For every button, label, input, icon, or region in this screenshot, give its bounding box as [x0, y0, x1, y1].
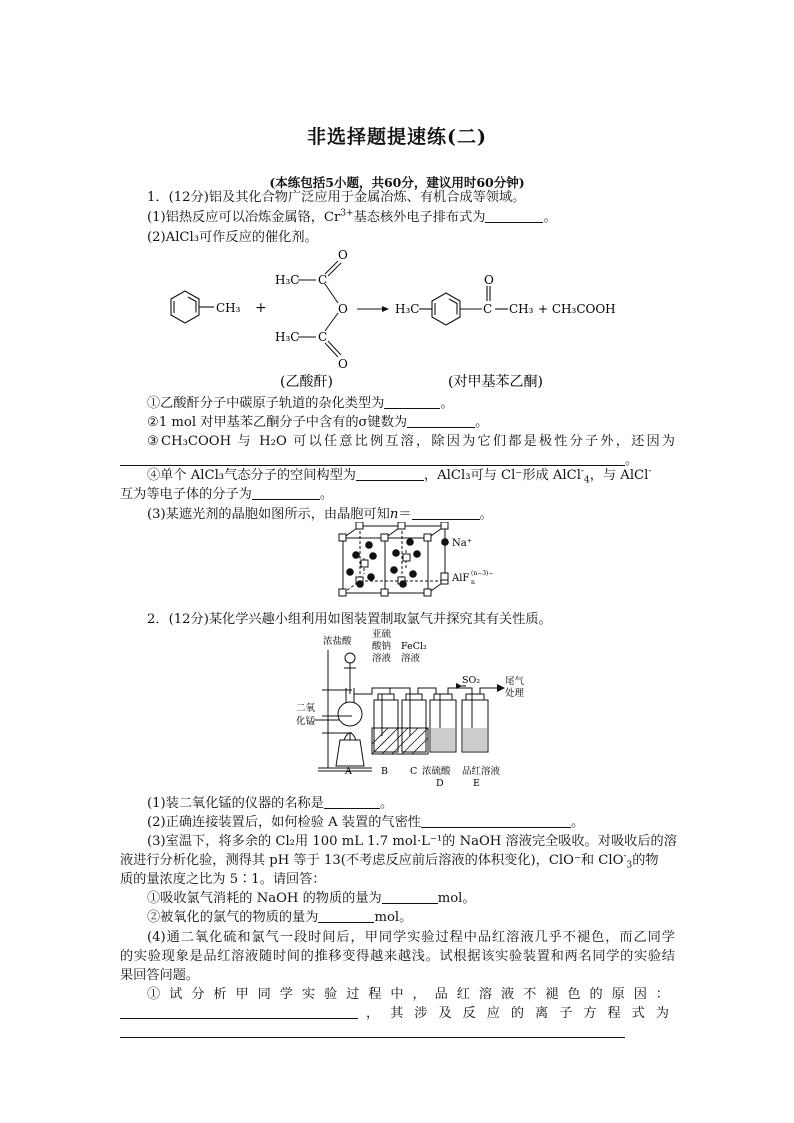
- q1-sub1-blank[interactable]: [384, 394, 440, 409]
- q1-sub4: [147, 466, 675, 485]
- label-methylacetophenone: (对甲基苯乙酮): [448, 374, 543, 390]
- label-b: B: [381, 766, 388, 777]
- legend-alf-sup: (n−3)−: [471, 570, 494, 577]
- label-fecl2-1: FeCl₂: [401, 641, 427, 652]
- label-na2so3-1: 亚硫: [372, 629, 392, 640]
- crystal-cell: [0, 522, 794, 602]
- q1-sub4-blank[interactable]: [356, 466, 424, 481]
- q1-part1-blank[interactable]: [485, 208, 543, 223]
- anhydride-c-top: C: [318, 273, 328, 287]
- label-tail-1: 尾气: [505, 676, 525, 687]
- toluene-ring: [171, 291, 214, 323]
- q1-sub4-end: 。: [319, 487, 334, 502]
- q1-part3-text: (3)某遮光剂的晶胞如图所示，由晶胞可知: [147, 507, 390, 522]
- q2-part3-l2-sup: -: [623, 851, 627, 862]
- tail-arrow: [497, 684, 505, 692]
- q1-part1-end: 。: [543, 210, 557, 225]
- q2-part4-sub1b: ，其涉及反应的离子方程式为: [366, 1006, 675, 1021]
- anhydride-c-bot: C: [318, 330, 328, 344]
- q2-sub2-blank[interactable]: [318, 908, 374, 923]
- reaction-plus: +: [255, 300, 267, 316]
- q2-part4-l2: 的实验现象是品红溶液随时间的推移变得越来越浅。试根据该实验装置和两名同学的实验结: [120, 949, 675, 964]
- q1-sub4-text: ④单个 AlCl₃气态分子的空间构型为: [147, 468, 356, 483]
- product-c: C: [483, 302, 493, 316]
- q2-sub1-end: mol。: [437, 891, 476, 906]
- q1-sub4-text-d: 互为等电子体的分子为: [120, 487, 252, 502]
- q1-sub3-end: 。: [625, 453, 639, 468]
- q2-intro: 2．(12分)某化学兴趣小组利用如图装置制取氯气并探究其有关性质。: [147, 612, 552, 627]
- toluene-ch3: CH₃: [216, 301, 241, 315]
- q2-part1-text: (1)装二氧化锰的仪器的名称是: [147, 796, 324, 811]
- page-title: 非选择题提速练(二): [307, 126, 487, 148]
- q1-sub4-text-b: ，AlCl₃可与 Cl⁻形成 AlCl: [423, 468, 581, 483]
- q2-part2: [147, 813, 675, 832]
- label-fecl2-2: 溶液: [401, 653, 421, 664]
- q1-sub2-blank[interactable]: [407, 413, 475, 428]
- product-ch3: CH₃: [509, 302, 534, 316]
- q2-part1-blank[interactable]: [324, 794, 380, 809]
- q2-part4-sub1: ①试分析甲同学实验过程中，品红溶液不褪色的原因：: [147, 987, 675, 1002]
- q1-part3-n: n: [389, 507, 399, 522]
- q2-part3-l2-text: 液进行分析化验，测得其 pH 等于 13(不考虑反应前后溶液的体积变化)，ClO⁻和 ClO: [120, 853, 624, 868]
- q2-part2-text: (2)正确连接装置后，如何检验 A 装置的气密性: [147, 815, 421, 830]
- anhydride-h3c-top: H₃C: [275, 273, 300, 287]
- q2-part2-end: 。: [570, 815, 585, 830]
- q1-sub3: ③CH₃COOH 与 H₂O 可以任意比例互溶，除因为它们都是极性分子外，还因为: [147, 434, 675, 449]
- q1-sub4-sup2: -: [648, 466, 652, 477]
- q2-sub1-blank[interactable]: [382, 889, 438, 904]
- q1-part2: (2)AlCl₃可作反应的催化剂。: [147, 230, 318, 245]
- q1-sub2-end: 。: [475, 415, 489, 430]
- legend-alf-symbol: [441, 573, 448, 580]
- reaction-arrow: [357, 306, 389, 312]
- label-c: C: [410, 766, 418, 777]
- q2-part2-blank[interactable]: [421, 813, 571, 828]
- label-tail-2: 处理: [505, 688, 525, 699]
- product-h3c: H₃C: [395, 302, 420, 316]
- q1-part1: [147, 208, 675, 227]
- label-na2so3-3: 溶液: [372, 653, 392, 664]
- q1-sub1-text: ①乙酸酐分子中碳原子轨道的杂化类型为: [147, 396, 385, 411]
- q1-sub1-end: 。: [440, 396, 454, 411]
- anhydride-o-mid: O: [338, 302, 348, 316]
- label-acetic-anhydride: (乙酸酐): [280, 374, 333, 390]
- label-so2: SO₂: [462, 675, 481, 686]
- q2-part3-l2-sub: 3: [626, 860, 633, 871]
- label-d: D: [436, 778, 444, 789]
- label-e: E: [473, 778, 480, 789]
- hatching: [372, 728, 428, 754]
- q1-sub2-text: ②1 mol 对甲基苯乙酮分子中含有的σ键数为: [147, 415, 408, 430]
- label-conc-hcl: 浓盐酸: [323, 636, 352, 647]
- anhydride-o-top: O: [338, 248, 348, 262]
- q2-part4-blank2[interactable]: [120, 1037, 625, 1038]
- q1-part1-sup: 3+: [340, 208, 354, 219]
- q2-part3-l1: (3)室温下，将多余的 Cl₂用 100 mL 1.7 mol·L⁻¹的 NaOH 溶液完全吸收。对吸收后的溶: [147, 834, 677, 849]
- product-ring: [419, 286, 508, 325]
- q2-sub2: [147, 908, 675, 927]
- legend-na-symbol: [441, 538, 449, 546]
- q2-part1-end: 。: [379, 796, 394, 811]
- label-mno2-2: 化锰: [296, 716, 316, 727]
- q1-sub4-sub: 4: [584, 475, 590, 486]
- q1-sub4-text-c: ，与 AlCl: [589, 468, 649, 483]
- alf-ions: [339, 522, 448, 596]
- q1-sub4-sup: -: [580, 466, 584, 477]
- q2-part3-l3: 质的量浓度之比为 5∶1。请回答：: [120, 872, 326, 887]
- q2-part4-l3: 果回答问题。: [120, 968, 200, 983]
- q1-part1-text: (1)铝热反应可以冶炼金属铬，Cr: [147, 210, 341, 225]
- q1-part3-eq: ＝: [398, 507, 412, 522]
- liquid-fill: [431, 728, 487, 751]
- label-pinhong: 品红溶液: [462, 766, 501, 777]
- label-a: A: [345, 766, 352, 777]
- legend-alf-label: AlF: [452, 573, 470, 584]
- q2-part4-blank1[interactable]: [120, 1018, 358, 1019]
- legend-alf-sub: n: [471, 579, 475, 586]
- q2-sub1-text: ①吸收氯气消耗的 NaOH 的物质的量为: [147, 891, 382, 906]
- product-acetic-acid: + CH₃COOH: [538, 302, 616, 316]
- q2-part3-l2-end: 的物: [632, 853, 659, 868]
- q1-part3-end: 。: [479, 507, 493, 522]
- legend-na-label: Na⁺: [452, 538, 472, 549]
- label-mno2-1: 二氧: [296, 703, 316, 714]
- q2-part1: [147, 794, 675, 813]
- apparatus-diagram: [0, 628, 794, 793]
- q1-part1-text-b: 基态核外电子排布式为: [353, 210, 486, 225]
- q2-sub2-text: ②被氧化的氯气的物质的量为: [147, 910, 319, 925]
- apparatus-lines: [314, 650, 500, 771]
- q2-part4-l1: (4)通二氧化硫和氯气一段时间后，甲同学实验过程中品红溶液几乎不褪色，而乙同学: [147, 930, 675, 945]
- label-conc-h2so4: 浓硫酸: [422, 766, 451, 777]
- product-o: O: [484, 273, 494, 287]
- label-na2so3-2: 酸钠: [372, 641, 392, 652]
- q1-sub4-cont: [120, 485, 675, 504]
- q2-part3-l2: [120, 851, 675, 870]
- q2-sub1: [147, 889, 675, 908]
- q1-part3-blank[interactable]: [412, 505, 480, 520]
- q1-sub1: [147, 394, 675, 413]
- anhydride-h3c-bot: H₃C: [275, 330, 300, 344]
- anhydride-o-bot: O: [338, 357, 348, 371]
- page-subtitle: (本练包括5小题，共60分，建议用时60分钟): [269, 175, 525, 190]
- q1-intro: 1．(12分)铝及其化合物广泛应用于金属冶炼、有机合成等领域。: [147, 190, 526, 205]
- q1-sub2: [147, 413, 675, 432]
- q2-sub2-end: mol。: [374, 910, 413, 925]
- q1-sub4-blank2[interactable]: [252, 485, 320, 500]
- reaction-scheme: [0, 243, 794, 393]
